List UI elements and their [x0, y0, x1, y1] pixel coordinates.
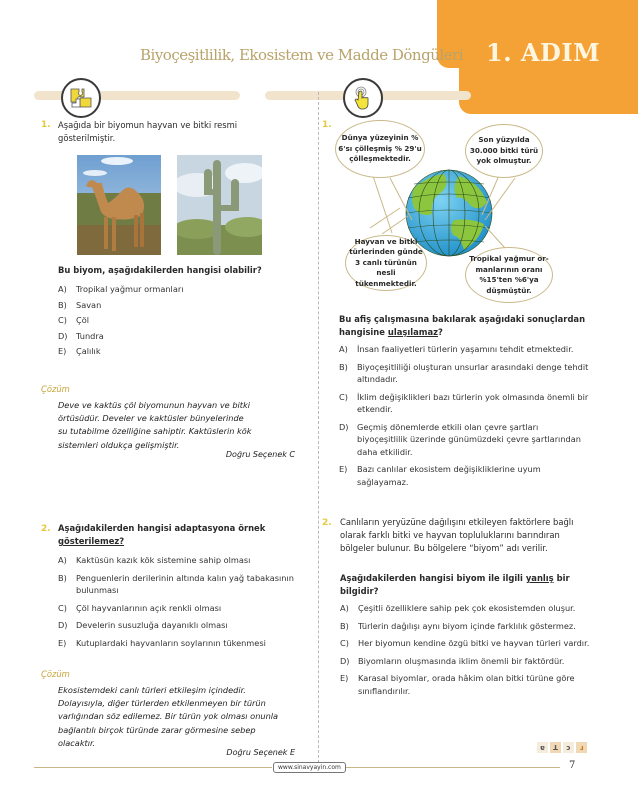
solution-label: Çözüm [41, 669, 70, 679]
option-c[interactable]: C) İklim değişiklikleri bazı türlerin yok olmasında önemli bir etkendir. [339, 391, 589, 414]
option-b[interactable]: B) Savan [58, 299, 102, 310]
option-c[interactable]: C) Her biyomun kendine özgü bitki ve hayvan türleri vardır. [340, 638, 590, 648]
correct-answer: Doğru Seçenek E [226, 748, 295, 757]
option-d[interactable]: D) Biyomların oluşmasında iklim önemli bir faktördür. [340, 655, 565, 666]
info-bubble-desertification: Dünya yüzeyinin % 6'sı çölleşmiş % 29'u çölleşmektedir. [335, 120, 425, 178]
option-a[interactable]: A) Çeşitli özelliklere sahip pek çok ekosistemden oluşur. [340, 603, 576, 613]
camel-photo [77, 155, 161, 255]
footer-line-right [345, 767, 560, 768]
question-prompt: Bu biyom, aşağıdakilerden hangisi olabilir? [58, 265, 262, 275]
touch-hand-icon [343, 78, 383, 118]
answer-options [339, 343, 589, 493]
option-d[interactable]: D) Tundra [58, 330, 104, 341]
option-b[interactable]: B) Biyoçeşitliliği oluşturan unsurlar arasındaki denge tehdit altındadır. [339, 361, 589, 384]
question-stem: Aşağıda bir biyomun hayvan ve bitki resmi gösterilmiştir. [58, 120, 238, 143]
option-a[interactable]: A) Tropikal yağmur ormanları [58, 284, 184, 294]
question-number: 1. [41, 120, 51, 130]
footer-line-left [34, 767, 272, 768]
answer-options [58, 282, 308, 360]
solution-text: Deve ve kaktüs çöl biyomunun hayvan ve bitki örtüsüdür. Develer ve kaktüsler bünyelerinde su tutabilme özelliğine sahiptir. Kaktüslerin kök sistemleri oldukça gelişmiştir. [58, 400, 252, 450]
question-number: 2. [41, 524, 51, 534]
option-c[interactable]: C) Çöl hayvanlarının açık renkli olması [58, 602, 222, 613]
option-c[interactable]: C) Çöl [58, 315, 90, 325]
option-e[interactable]: E) Bazı canlılar ekosistem değişikliklerine uyum sağlayamaz. [339, 464, 541, 487]
correct-answer: Doğru Seçenek C [225, 450, 295, 459]
page-number: 7 [569, 760, 576, 771]
option-e[interactable]: E) Kutuplardaki hayvanların soylarının tükenmesi [58, 637, 266, 648]
publisher-url[interactable]: www.sinavyayin.com [273, 762, 346, 773]
question-number: 2. [322, 518, 332, 528]
cactus-photo [177, 155, 262, 255]
info-bubble-plant-extinction: Son yüzyılda 30.000 bitki türü yok olmuştur. [465, 124, 543, 178]
info-bubble-species-loss: Hayvan ve bitki türlerinden günde 3 canlı türünün nesli tükenmektedir. [345, 235, 427, 291]
publisher-logo: ɐ ꓕ ɔ ɹ [537, 742, 587, 753]
option-d[interactable]: D) Develerin susuzluğa dayanıklı olması [58, 620, 228, 630]
puzzle-icon [61, 78, 101, 118]
question-number: 1. [322, 120, 332, 130]
chapter-title: Biyoçeşitlilik, Ekosistem ve Madde Döngüleri [140, 46, 463, 64]
step-title: 1. ADIM [486, 38, 601, 67]
option-b[interactable]: B) Penguenlerin derilerinin altında kalın yağ tabakasının bulunması [58, 572, 294, 595]
solution-label: Çözüm [41, 384, 70, 394]
option-a[interactable]: A) Kaktüsün kazık kök sistemine sahip olması [58, 555, 251, 565]
option-b[interactable]: B) Türlerin dağılışı aynı biyom içinde farklılık göstermez. [340, 620, 576, 631]
question-prompt: Aşağıdakilerden hangisi biyom ile ilgili yanlış bir bilgidir? [340, 573, 570, 596]
column-divider [318, 92, 319, 768]
option-e[interactable]: E) Çalılık [58, 346, 101, 356]
answer-options [58, 554, 308, 654]
question-stem: Aşağıdakilerden hangisi adaptasyona örnek gösterilemez? [58, 523, 266, 546]
answer-options [340, 602, 590, 702]
info-bubble-rainforest: Tropikal yağmur or- manlarının oranı %15'ten %6'ya düşmüştür. [465, 247, 553, 303]
option-a[interactable]: A) İnsan faaliyetleri türlerin yaşamını tehdit etmektedir. [339, 344, 574, 354]
option-d[interactable]: D) Geçmiş dönemlerde etkili olan çevre şartları biyoçeşitlilik üzerinde günümüzdeki çevre şartlarından daha etkilidir. [339, 421, 581, 457]
solution-text: Ekosistemdeki canlı türleri etkileşim içindedir. Dolayısıyla, diğer türlerden etkilenmeyen bir türün varlığından söz edilemez. Bir türün yok olması onunla bağlantılı birçok türünde zarar görmesine sebep olacaktır. [58, 685, 279, 748]
option-e[interactable]: E) Karasal biyomlar, orada hâkim olan bitki türüne göre sınıflandırılır. [340, 673, 575, 696]
question-stem: Canlıların yeryüzüne dağılışını etkileyen faktörlere bağlı olarak farklı bitki ve hayvan topluluklarını barındıran bölgeler bulunur. Bu bölgelere “biyom” adı verilir. [340, 517, 574, 553]
question-prompt: Bu afiş çalışmasına bakılarak aşağıdaki sonuçlardan hangisine ulaşılamaz? [339, 314, 586, 337]
